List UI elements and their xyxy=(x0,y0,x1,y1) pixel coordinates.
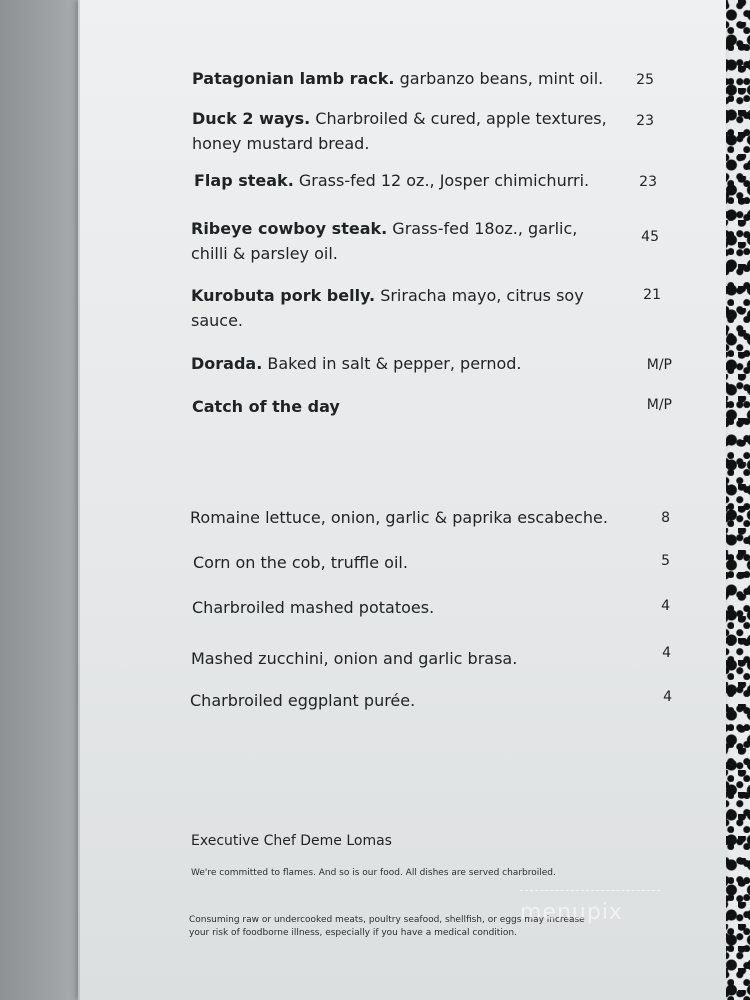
table-background xyxy=(0,0,78,1000)
item-description: Grass-fed 18oz., garlic, chilli & parsley oil. xyxy=(191,219,578,263)
item-title: Catch of the day xyxy=(192,397,340,416)
side-price: 4 xyxy=(663,689,672,705)
side-price: 5 xyxy=(661,553,670,569)
menu-item-duck xyxy=(192,106,612,156)
item-title: Duck 2 ways. xyxy=(192,109,311,128)
side-item-romaine: Romaine lettuce, onion, garlic & paprika escabeche. xyxy=(190,508,608,527)
side-item-eggplant: Charbroiled eggplant purée. xyxy=(190,691,416,710)
side-item-zucchini: Mashed zucchini, onion and garlic brasa. xyxy=(191,649,518,668)
item-description: Charbroiled & cured, apple textures, honey mustard bread. xyxy=(192,109,607,153)
item-description: garbanzo beans, mint oil. xyxy=(394,69,604,88)
menu-item-catch xyxy=(192,394,612,419)
side-item-potatoes: Charbroiled mashed potatoes. xyxy=(192,598,435,617)
item-description: Grass-fed 12 oz., Josper chimichurri. xyxy=(293,171,590,190)
menu-item-lamb xyxy=(192,66,612,91)
side-item-corn: Corn on the cob, truffle oil. xyxy=(193,553,408,572)
watermark-line xyxy=(520,890,660,891)
side-price: 4 xyxy=(661,598,670,614)
menu-item-flap-steak xyxy=(194,168,614,193)
item-title: Flap steak. xyxy=(194,171,294,190)
menu-item-dorada xyxy=(191,351,611,376)
menu-item-ribeye xyxy=(191,216,611,266)
side-price: 4 xyxy=(662,645,671,661)
menu-page xyxy=(78,0,726,1000)
health-warning-line-1: Consuming raw or undercooked meats, poultry seafood, shellfish, or eggs may increase xyxy=(189,915,585,925)
item-price: 45 xyxy=(641,229,659,245)
item-price: 25 xyxy=(636,72,654,88)
watermark: menupix xyxy=(520,900,623,925)
menu-item-pork-belly xyxy=(191,283,611,333)
health-warning-line-2: your risk of foodborne illness, especially if you have a medical condition. xyxy=(189,928,517,938)
item-price: M/P xyxy=(646,357,672,373)
side-price: 8 xyxy=(661,510,670,526)
item-price: 23 xyxy=(636,113,654,129)
commitment-note: We're committed to flames. And so is our food. All dishes are served charbroiled. xyxy=(191,868,556,878)
item-title: Kurobuta pork belly. xyxy=(191,286,376,305)
item-title: Patagonian lamb rack. xyxy=(192,69,395,88)
item-title: Dorada. xyxy=(191,354,263,373)
item-price: 21 xyxy=(643,287,661,303)
page-edge xyxy=(78,0,80,1000)
item-price: M/P xyxy=(646,397,672,413)
item-description: Sriracha mayo, citrus soy sauce. xyxy=(191,286,584,330)
executive-chef: Executive Chef Deme Lomas xyxy=(191,833,392,849)
item-description: Baked in salt & pepper, pernod. xyxy=(262,354,522,373)
item-title: Ribeye cowboy steak. xyxy=(191,219,388,238)
item-price: 23 xyxy=(639,174,657,190)
